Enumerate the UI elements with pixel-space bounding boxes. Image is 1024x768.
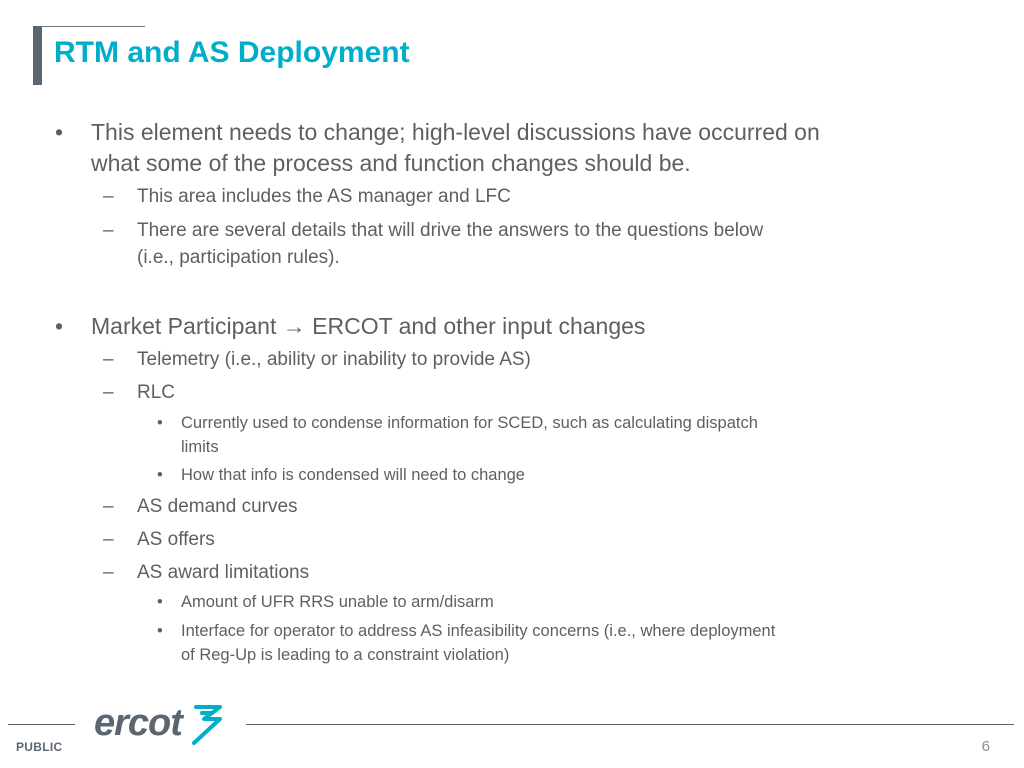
bullet-2-sub-1: Telemetry (i.e., ability or inability to provide AS): [137, 349, 531, 370]
dot-marker: •: [157, 466, 163, 484]
bullet-2-sub-2: RLC: [137, 382, 176, 403]
bullet-2-sub-5-b-line-1: Interface for operator to address AS infeasibility concerns (i.e., where deployment: [181, 622, 776, 640]
page-number: 6: [981, 738, 990, 755]
dash-marker: –: [103, 562, 114, 583]
slide-title: RTM and AS Deployment: [54, 36, 410, 69]
bullet-1-line-2: what some of the process and function changes should be.: [91, 150, 691, 176]
bullet-2-sub-5: AS award limitations: [137, 562, 310, 583]
dash-marker: –: [103, 186, 114, 207]
bullet-marker: •: [55, 313, 64, 339]
dash-marker: –: [103, 529, 114, 550]
bullet-2-line-1: Market Participant → ERCOT and other input changes: [91, 313, 646, 339]
bullet-2-sub-4: AS offers: [137, 529, 215, 550]
bullet-marker: •: [55, 119, 64, 145]
dot-marker: •: [157, 622, 163, 640]
footer-classification-label: PUBLIC: [16, 740, 63, 754]
lightning-mark-icon: [194, 707, 220, 743]
footer-divider-left: [8, 724, 75, 725]
footer-divider-right: [246, 724, 1014, 725]
dash-marker: –: [103, 382, 114, 403]
dash-marker: –: [103, 349, 114, 370]
ercot-logo: [92, 697, 228, 753]
bullet-1-line-1: This element needs to change; high-level discussions have occurred on: [91, 119, 820, 145]
dot-marker: •: [157, 593, 163, 611]
bullet-2-sub-2-a-line-2: limits: [181, 438, 219, 456]
bullet-1-sub-2-line-2: (i.e., participation rules).: [137, 247, 340, 268]
dash-marker: –: [103, 220, 114, 241]
bullet-1-sub-2-line-1: There are several details that will drive the answers to the questions below: [137, 220, 764, 241]
bullet-2-sub-3: AS demand curves: [137, 496, 298, 517]
title-accent-bar: [33, 26, 42, 85]
title-accent-line: [35, 26, 145, 27]
dot-marker: •: [157, 414, 163, 432]
bullet-2-sub-5-a: Amount of UFR RRS unable to arm/disarm: [181, 593, 494, 611]
bullet-1-sub-1: This area includes the AS manager and LFC: [137, 186, 511, 207]
bullet-2-sub-2-b: How that info is condensed will need to change: [181, 466, 525, 484]
ercot-logo-wordmark: ercot: [94, 702, 182, 744]
bullet-2-sub-5-b-line-2: of Reg-Up is leading to a constraint violation): [181, 646, 510, 664]
bullet-2-sub-2-a-line-1: Currently used to condense information for SCED, such as calculating dispatch: [181, 414, 758, 432]
dash-marker: –: [103, 496, 114, 517]
